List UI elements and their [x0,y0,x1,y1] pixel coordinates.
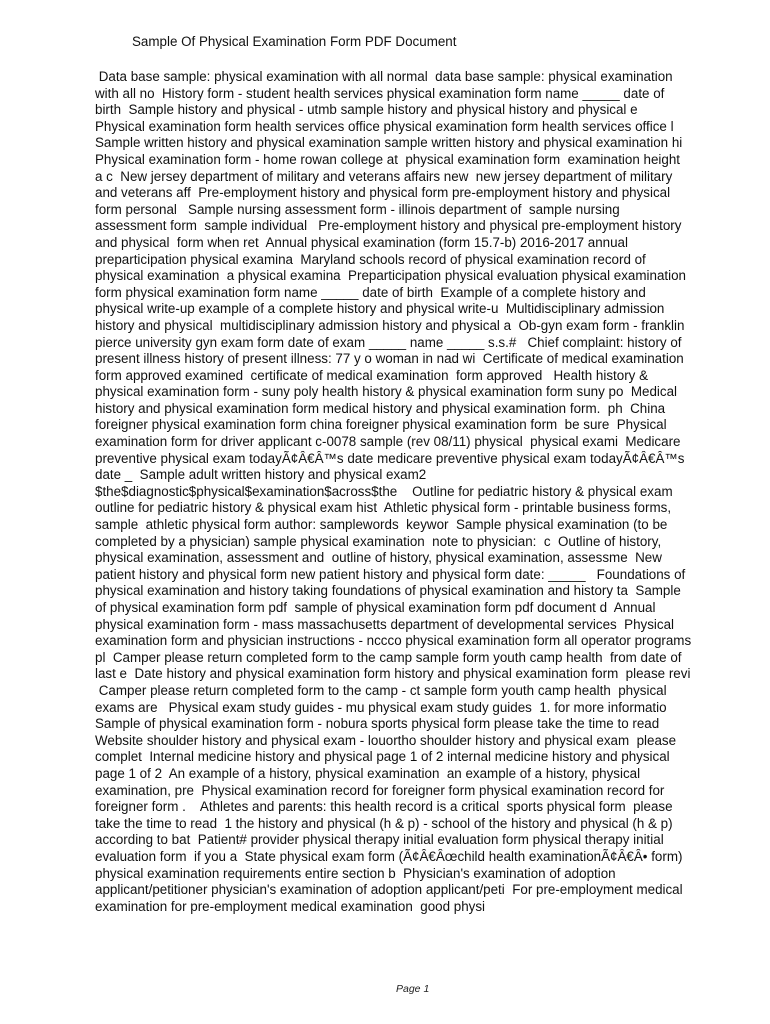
body-text-line: foreigner form . Athletes and parents: this health record is a critical sports physical form please [95,799,673,815]
body-text-line: examination for pre-employment medical examination good physi [95,898,486,914]
body-text-line: pierce university gyn exam form date of exam _____ name _____ s.s.# Chief complaint: history of [95,334,682,350]
body-text-line: take the time to read 1 the history and physical (h & p) - school of the history and physical (h & p) [95,815,673,831]
body-text-line: a c New jersey department of military and veterans affairs new new jersey department of military [95,168,673,184]
body-text-line: of physical examination form pdf sample of physical examination form pdf document d Annual [95,600,656,615]
body-text-line: form physical examination form name _____ date of birth Example of a complete history and [95,284,646,300]
body-text-line: patient history and physical form new patient history and physical form date: _____ Foundations of [95,566,686,582]
body-text-line: applicant/petitioner physician's examination of adoption applicant/peti For pre-employment medical [95,882,683,898]
body-text-line: evaluation form if you a State physical exam form (Ã¢Â€Âœchild health examinationÃ¢Â€Â• form) [95,848,683,864]
body-text-line: complet Internal medicine history and physical page 1 of 2 internal medicine history and physical [95,749,670,765]
body-text-line: Camper please return completed form to the camp - ct sample form youth camp health physical [95,682,667,698]
body-text-line: history and physical examination form medical history and physical examination form. ph China [95,400,666,416]
page-number: Page 1 [396,983,430,995]
body-text-line: physical examination, assessment and outline of history, physical examination, assessme New [95,550,662,566]
body-text-line: preparticipation physical examina Maryland schools record of physical examination record of [95,251,646,267]
body-text-line: history and physical multidisciplinary admission history and physical a Ob-gyn exam form - franklin [95,317,685,333]
body-text-line: Sample of physical examination form - nobura sports physical form please take the time to read [95,716,660,732]
body-text-line: Website shoulder history and physical exam - louortho shoulder history and physical exam please [95,732,677,748]
body-text-line: completed by a physician) sample physical examination note to physician: c Outline of history, [95,533,662,549]
body-text-line: physical examination form - mass massachusetts department of developmental services Physical [95,616,675,632]
body-text-line: physical write-up example of a complete history and physical write-u Multidisciplinary admission [95,301,665,317]
body-text-line: date _ Sample adult written history and physical exam2 [95,467,427,483]
document-body [95,69,770,915]
body-text-line: form personal Sample nursing assessment form - illinois department of sample nursing [95,201,620,217]
body-text-line: foreigner physical examination form china foreigner physical examination form be sure Physical [95,417,667,433]
body-text-line: examination form and physician instructions - nccco physical examination form all operator programs [95,633,692,649]
body-text-line: last e Date history and physical examination form history and physical examination form please revi [95,666,691,682]
body-text-line: physical examination and history taking foundations of physical examination and history ta Sample [95,583,681,599]
body-text-line: examination, pre Physical examination record for foreigner form physical examination record for [95,782,665,798]
body-text-line: pl Camper please return completed form to the camp sample form youth camp health from date of [95,649,682,665]
body-text-line: present illness history of present illness: 77 y o woman in nad wi Certificate of medical examination [95,351,684,367]
body-text-line: preventive physical exam todayÃ¢Â€Â™s date medicare preventive physical exam todayÃ¢Â€Â™s [95,450,685,466]
body-text-line: birth Sample history and physical - utmb sample history and physical history and physical e [95,102,638,118]
body-text-line: Physical examination form - home rowan college at physical examination form examination height [95,151,681,167]
body-text-line: examination form for driver applicant c-0078 sample (rev 08/11) physical physical exami Medicare [95,434,681,450]
body-text-line: outline for pediatric history & physical exam hist Athletic physical form - printable business forms, [95,500,672,516]
body-text-line: physical examination requirements entire section b Physician's examination of adoption [95,865,616,881]
body-text-line: $the$diagnostic$physical$examination$across$the Outline for pediatric history & physical exam [95,483,673,499]
body-text-line: sample athletic physical form author: samplewords keywor Sample physical examination (to be [95,517,668,533]
body-text-line: physical examination a physical examina Preparticipation physical evaluation physical examination [95,268,686,284]
body-text-line: physical examination form - suny poly health history & physical examination form suny po Medical [95,384,678,400]
body-text-line: Sample written history and physical examination sample written history and physical examination hi [95,135,683,151]
body-text-line: and physical form when ret Annual physical examination (form 15.7-b) 2016-2017 annual [95,234,628,250]
body-text-line: according to bat Patient# provider physical therapy initial evaluation form physical therapy initial [95,832,664,848]
body-text-line: assessment form sample individual Pre-employment history and physical pre-employment history [95,218,682,234]
document-title: Sample Of Physical Examination Form PDF Document [132,34,457,49]
body-text-line: and veterans aff Pre-employment history and physical form pre-employment history and physical [95,185,671,201]
body-text-line: with all no History form - student health services physical examination form name _____ date of [95,85,665,101]
body-text-line: page 1 of 2 An example of a history, physical examination an example of a history, physical [95,765,641,781]
body-text-line: form approved examined certificate of medical examination form approved Health history & [95,367,648,383]
body-text-line: Physical examination form health services office physical examination form health services office l [95,118,674,134]
body-text-line: Data base sample: physical examination with all normal data base sample: physical examination [95,69,673,84]
body-text-line: exams are Physical exam study guides - mu physical exam study guides 1. for more informatio [95,699,667,715]
